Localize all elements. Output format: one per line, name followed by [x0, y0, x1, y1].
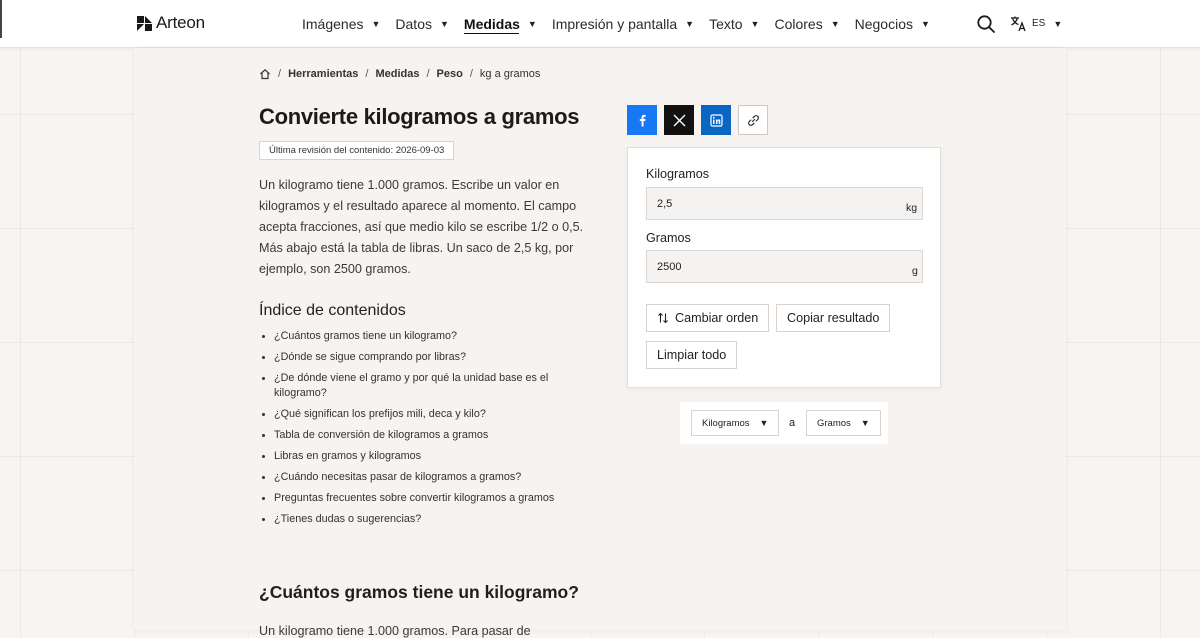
facebook-icon — [636, 114, 649, 127]
to-unit-select[interactable] — [806, 410, 881, 436]
swap-arrows-icon — [657, 312, 669, 324]
clear-all-button[interactable] — [646, 341, 737, 369]
toc-item[interactable]: Preguntas frecuentes sobre convertir kilogramos a gramos — [259, 491, 579, 506]
grams-unit: g — [912, 265, 918, 277]
caret-down-icon: ▼ — [860, 418, 870, 428]
search-icon — [976, 14, 996, 34]
kilograms-unit: kg — [906, 202, 918, 214]
caret-down-icon: ▼ — [439, 19, 449, 29]
from-unit-label: Kilogramos — [646, 167, 709, 181]
nav-item-impresion[interactable] — [552, 0, 694, 48]
kilograms-input[interactable] — [646, 187, 923, 220]
breadcrumb-separator: / — [426, 68, 430, 80]
brand-name: Arteon — [156, 13, 205, 32]
nav-label: Medidas — [463, 16, 520, 32]
nav-label: Negocios — [854, 16, 913, 32]
breadcrumb-separator: / — [469, 68, 473, 80]
toc-item[interactable]: ¿Dónde se sigue comprando por libras? — [259, 350, 579, 365]
toc-title: Índice de contenidos — [259, 302, 406, 319]
home-icon[interactable] — [259, 68, 271, 80]
x-logo-icon — [673, 114, 686, 127]
toc-item[interactable]: Libras en gramos y kilogramos — [259, 449, 579, 464]
toc-item[interactable]: ¿Cuántos gramos tiene un kilogramo? — [259, 329, 579, 344]
to-unit-label: Gramos — [646, 231, 691, 245]
from-unit-select[interactable] — [691, 410, 779, 436]
nav-item-negocios[interactable] — [855, 0, 930, 48]
caret-down-icon: ▼ — [371, 19, 381, 29]
nav-label: Imágenes — [302, 16, 364, 32]
nav-item-texto[interactable] — [709, 0, 759, 48]
nav-label: Colores — [774, 16, 823, 32]
share-linkedin-button[interactable] — [701, 105, 731, 135]
main-nav — [302, 0, 945, 48]
caret-down-icon: ▼ — [830, 19, 840, 29]
language-code: ES — [1032, 18, 1046, 29]
share-buttons — [627, 105, 768, 135]
converter-panel — [627, 147, 941, 388]
nav-item-imagenes[interactable] — [302, 0, 380, 48]
top-navigation-bar — [0, 0, 1200, 48]
unit-selector-strip — [680, 402, 888, 444]
caret-down-icon: ▼ — [685, 19, 695, 29]
toc-item[interactable]: ¿De dónde viene el gramo y por qué la unidad base es el kilogramo? — [259, 371, 549, 401]
revision-badge: Última revisión del contenido: 2026-09-03 — [259, 141, 454, 160]
nav-label: Datos — [395, 16, 432, 32]
toc-item[interactable]: Tabla de conversión de kilogramos a gramos — [259, 428, 579, 443]
toc-item[interactable]: ¿Qué significan los prefijos mili, deca y kilo? — [259, 407, 579, 422]
caret-down-icon: ▼ — [759, 418, 769, 428]
breadcrumb-medidas[interactable]: Medidas — [375, 68, 420, 80]
breadcrumb — [259, 68, 540, 80]
brand-logo[interactable] — [136, 13, 205, 33]
toc-item[interactable]: ¿Tienes dudas o sugerencias? — [259, 512, 579, 527]
copy-result-button[interactable] — [776, 304, 890, 332]
nav-label: Impresión y pantalla — [551, 16, 678, 32]
nav-item-colores[interactable] — [774, 0, 839, 48]
clear-all-label: Limpiar todo — [657, 348, 727, 362]
copy-link-button[interactable] — [738, 105, 768, 135]
table-of-contents — [259, 329, 579, 533]
share-x-button[interactable] — [664, 105, 694, 135]
nav-item-datos[interactable] — [395, 0, 449, 48]
linkedin-icon — [710, 114, 723, 127]
share-facebook-button[interactable] — [627, 105, 657, 135]
kilograms-value: 2,5 — [657, 198, 673, 210]
to-unit-select-value: Gramos — [817, 417, 851, 429]
breadcrumb-herramientas[interactable]: Herramientas — [288, 68, 359, 80]
breadcrumb-separator: / — [365, 68, 369, 80]
swap-order-label: Cambiar orden — [675, 311, 759, 325]
section-heading: ¿Cuántos gramos tiene un kilogramo? — [259, 582, 579, 602]
swap-order-button[interactable] — [646, 304, 769, 332]
nav-item-medidas[interactable] — [464, 0, 537, 48]
grams-input[interactable] — [646, 250, 923, 283]
breadcrumb-peso[interactable]: Peso — [436, 68, 463, 80]
page-title: Convierte kilogramos a gramos — [259, 104, 580, 129]
caret-down-icon: ▼ — [527, 19, 537, 29]
link-icon — [747, 114, 760, 127]
search-button[interactable] — [976, 14, 996, 34]
nav-label: Texto — [709, 16, 743, 32]
copy-result-label: Copiar resultado — [787, 311, 880, 325]
brand-mark-icon — [136, 15, 153, 32]
language-selector[interactable] — [1010, 15, 1062, 32]
unit-connector: a — [789, 417, 796, 429]
breadcrumb-current: kg a gramos — [479, 68, 541, 80]
caret-down-icon: ▼ — [921, 19, 930, 29]
breadcrumb-separator: / — [278, 68, 282, 80]
window-edge — [0, 0, 2, 38]
grams-value: 2500 — [657, 261, 682, 273]
intro-paragraph: Un kilogramo tiene 1.000 gramos. Escribe un valor en kilogramos y el resultado aparece al momento. El campo acepta fracciones, así que medio kilo se escribe 1/2 o 0,5. Más abajo está la tabla de libras. Un saco de 2,5 kg, por ejemplo, son 2500 gramos. — [259, 178, 584, 276]
translate-icon — [1010, 15, 1027, 32]
caret-down-icon: ▼ — [750, 19, 760, 29]
toc-item[interactable]: ¿Cuándo necesitas pasar de kilogramos a gramos? — [259, 470, 579, 485]
section-paragraph: Un kilogramo tiene 1.000 gramos. Para pasar de — [259, 624, 531, 638]
from-unit-select-value: Kilogramos — [702, 417, 750, 429]
caret-down-icon: ▼ — [1053, 18, 1063, 29]
